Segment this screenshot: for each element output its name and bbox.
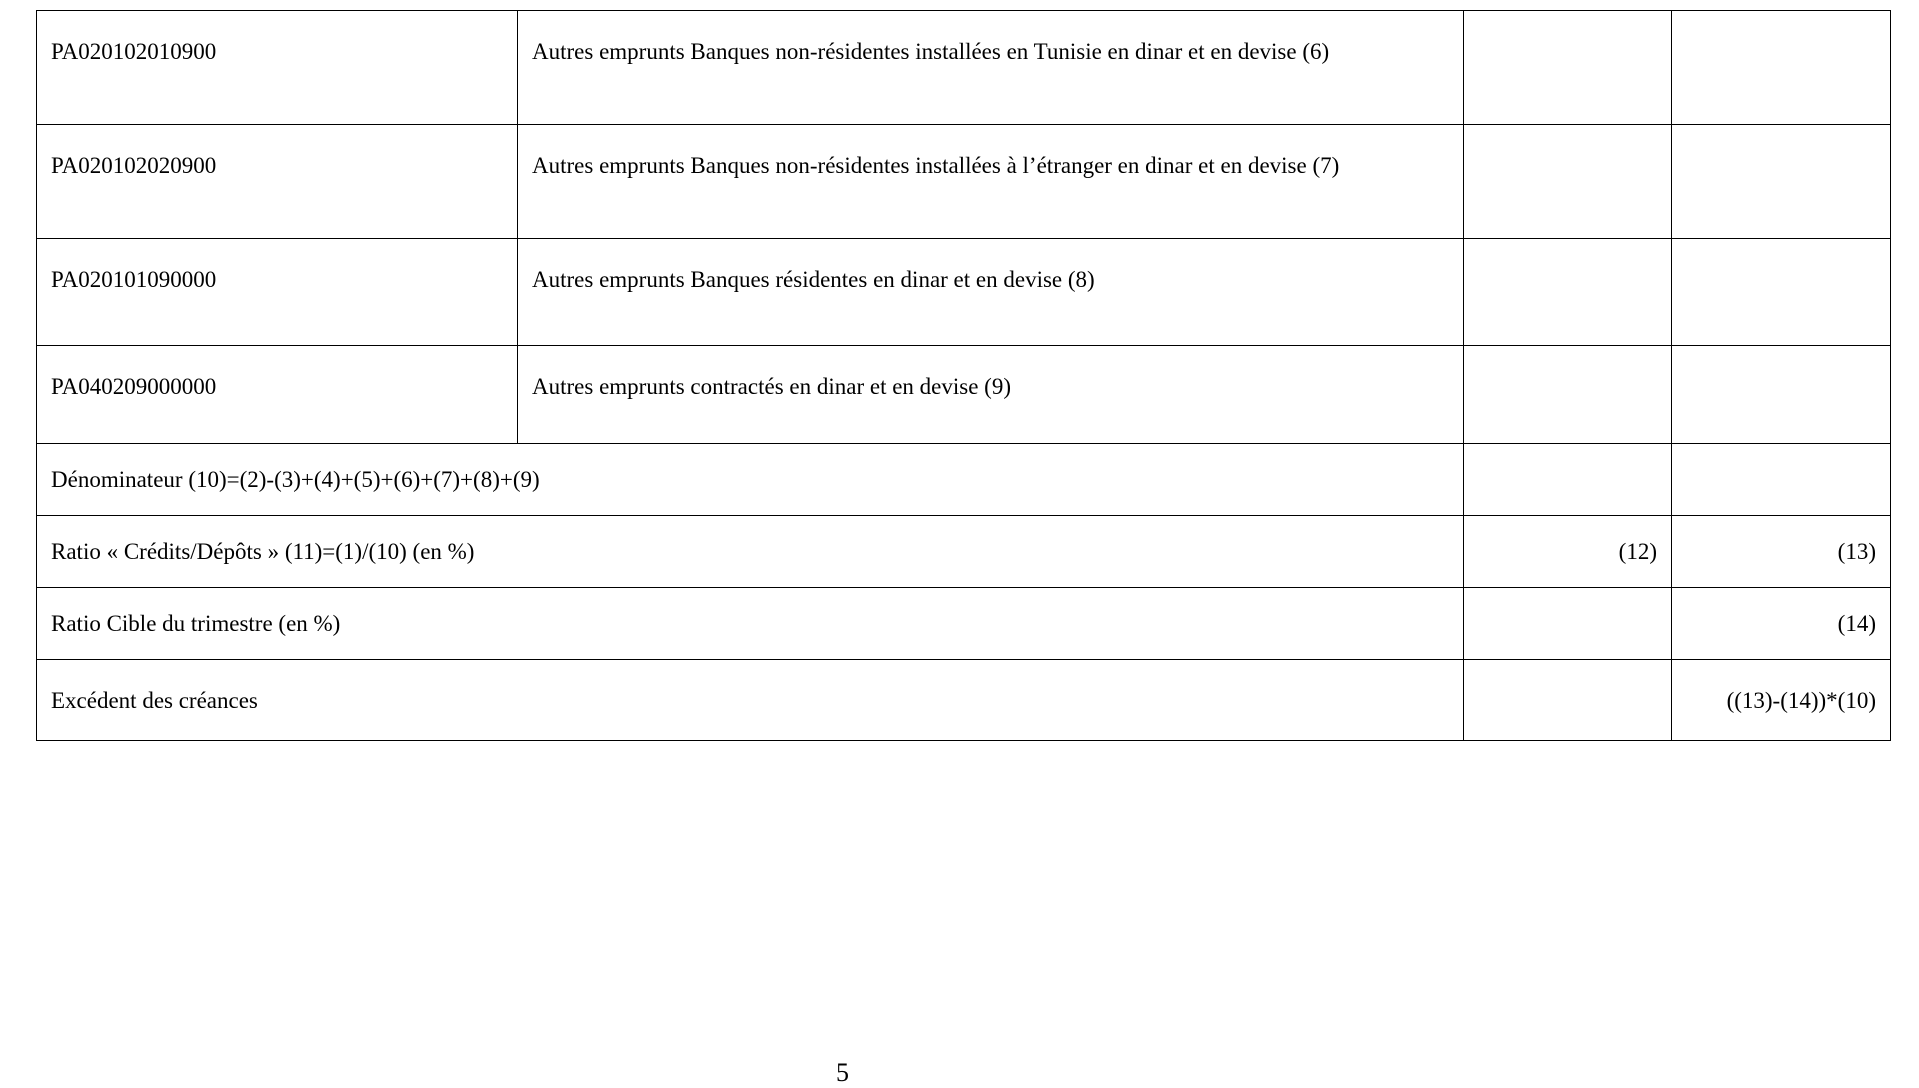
denominator-row — [37, 444, 1891, 516]
table-row — [37, 346, 1891, 444]
target-ratio-row — [37, 588, 1891, 660]
value-cell-previous — [1464, 346, 1672, 444]
report-table — [36, 10, 1891, 741]
account-label-cell: Autres emprunts Banques non-résidentes installées à l’étranger en dinar et en devise (7) — [518, 125, 1464, 239]
account-label-cell: Autres emprunts contractés en dinar et en devise (9) — [518, 346, 1464, 444]
page-number: 5 — [836, 1058, 849, 1087]
value-cell-current — [1672, 125, 1891, 239]
excess-claims-row — [37, 660, 1891, 741]
table-row — [37, 239, 1891, 346]
excess-claims-label: Excédent des créances — [37, 660, 1464, 741]
account-code-cell: PA020102020900 — [37, 125, 518, 239]
value-cell-current — [1672, 239, 1891, 346]
denominator-value-current — [1672, 444, 1891, 516]
value-cell-previous — [1464, 239, 1672, 346]
denominator-label: Dénominateur (10)=(2)-(3)+(4)+(5)+(6)+(7)+(8)+(9) — [37, 444, 1464, 516]
account-code-cell: PA020101090000 — [37, 239, 518, 346]
account-code-cell: PA040209000000 — [37, 346, 518, 444]
ratio-value-previous: (12) — [1464, 516, 1672, 588]
ratio-row — [37, 516, 1891, 588]
excess-claims-value-previous — [1464, 660, 1672, 741]
ratio-label: Ratio « Crédits/Dépôts » (11)=(1)/(10) (en %) — [37, 516, 1464, 588]
value-cell-previous — [1464, 125, 1672, 239]
table-row — [37, 125, 1891, 239]
target-ratio-value-current: (14) — [1672, 588, 1891, 660]
table-row — [37, 11, 1891, 125]
excess-claims-value-current: ((13)-(14))*(10) — [1672, 660, 1891, 741]
ratio-value-current: (13) — [1672, 516, 1891, 588]
account-code-cell: PA020102010900 — [37, 11, 518, 125]
target-ratio-label: Ratio Cible du trimestre (en %) — [37, 588, 1464, 660]
value-cell-previous — [1464, 11, 1672, 125]
target-ratio-value-previous — [1464, 588, 1672, 660]
value-cell-current — [1672, 11, 1891, 125]
denominator-value-previous — [1464, 444, 1672, 516]
value-cell-current — [1672, 346, 1891, 444]
account-label-cell: Autres emprunts Banques non-résidentes installées en Tunisie en dinar et en devise (6) — [518, 11, 1464, 125]
account-label-cell: Autres emprunts Banques résidentes en dinar et en devise (8) — [518, 239, 1464, 346]
